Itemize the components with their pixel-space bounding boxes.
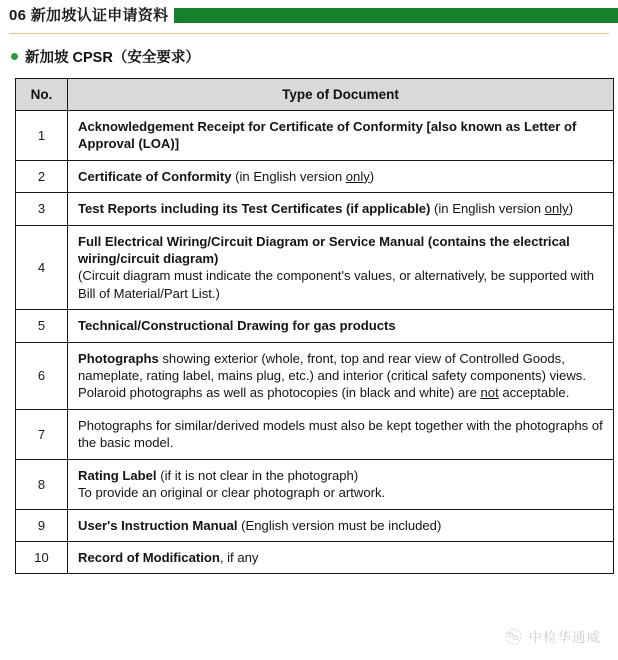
emphasis-bold: Record of Modification	[78, 549, 220, 565]
row-document-description	[68, 111, 614, 161]
row-number: 9	[16, 509, 68, 541]
row-document-description: Record of Modification, if any	[68, 541, 614, 573]
emphasis-bold: Full Electrical Wiring/Circuit Diagram or Service Manual (contains the electrical wiring/circuit diagram)	[78, 233, 570, 267]
table-row	[16, 459, 614, 509]
document-table-container	[0, 78, 618, 574]
document-requirements-table	[15, 78, 614, 574]
emphasis-bold: Test Reports including its Test Certificates (if applicable)	[78, 201, 431, 217]
section-heading-title: 06 新加坡认证申请资料	[9, 6, 169, 24]
emphasis-bold: Rating Label	[78, 467, 157, 483]
table-row	[16, 111, 614, 161]
emphasis-bold: Acknowledgement Receipt for Certificate of Conformity [also known as Letter of Approval (LOA)]	[78, 119, 577, 152]
row-number: 1	[16, 111, 68, 161]
row-document-description: Test Reports including its Test Certificates (if applicable) (in English version only)	[68, 193, 614, 225]
table-row	[16, 225, 614, 310]
row-number: 3	[16, 193, 68, 225]
table-row	[16, 509, 614, 541]
row-number: 2	[16, 160, 68, 192]
table-row	[16, 342, 614, 409]
emphasis-underline: only	[544, 201, 569, 217]
table-body	[16, 111, 614, 574]
row-document-description: Certificate of Conformity (in English version only)	[68, 160, 614, 192]
row-document-description: Photographs showing exterior (whole, front, top and rear view of Controlled Goods, nameplate, rating label, mains plug, etc.) and interior (critical safety components) views. Polaroid photographs as well as photocopies (in black and white) are not acceptable.	[68, 342, 614, 409]
table-row	[16, 160, 614, 192]
row-number: 10	[16, 541, 68, 573]
watermark	[504, 626, 602, 646]
row-document-description: User's Instruction Manual (English version must be included)	[68, 509, 614, 541]
row-document-description	[68, 225, 614, 310]
column-header-type-of-document: Type of Document	[68, 79, 614, 111]
table-header-row	[16, 79, 614, 111]
emphasis-bold: Photographs	[78, 350, 159, 366]
description-sub-line: To provide an original or clear photograph or artwork.	[78, 485, 386, 501]
row-document-description	[68, 310, 614, 342]
subsection-heading	[0, 34, 618, 78]
column-header-no: No.	[16, 79, 68, 111]
row-document-description: Photographs for similar/derived models must also be kept together with the photographs of the basic model.	[68, 409, 614, 459]
row-document-description: Rating Label (if it is not clear in the photograph) To provide an original or clear photograph or artwork.	[68, 459, 614, 509]
row-number: 8	[16, 459, 68, 509]
row-number: 5	[16, 310, 68, 342]
bullet-dot-icon	[11, 53, 18, 60]
emphasis-bold: User's Instruction Manual	[78, 517, 238, 533]
subsection-heading-label: 新加坡 CPSR（安全要求）	[25, 50, 200, 66]
table-row	[16, 409, 614, 459]
row-number: 6	[16, 342, 68, 409]
description-sub-line: (Circuit diagram must indicate the component's values, or alternatively, be supported with Bill of Material/Part List.)	[78, 268, 595, 301]
emphasis-bold: Certificate of Conformity	[78, 168, 232, 184]
watermark-text: 中检华通威	[528, 630, 601, 645]
table-row	[16, 193, 614, 225]
table-row	[16, 541, 614, 573]
row-number: 4	[16, 225, 68, 310]
row-number: 7	[16, 409, 68, 459]
section-heading	[0, 0, 618, 30]
emphasis-bold: Technical/Constructional Drawing for gas products	[78, 318, 396, 334]
table-header	[16, 79, 614, 111]
cqc-logo-icon	[504, 627, 523, 646]
table-row	[16, 310, 614, 342]
section-heading-bar	[174, 8, 618, 23]
emphasis-underline: not	[480, 385, 499, 401]
emphasis-underline: only	[345, 168, 370, 184]
